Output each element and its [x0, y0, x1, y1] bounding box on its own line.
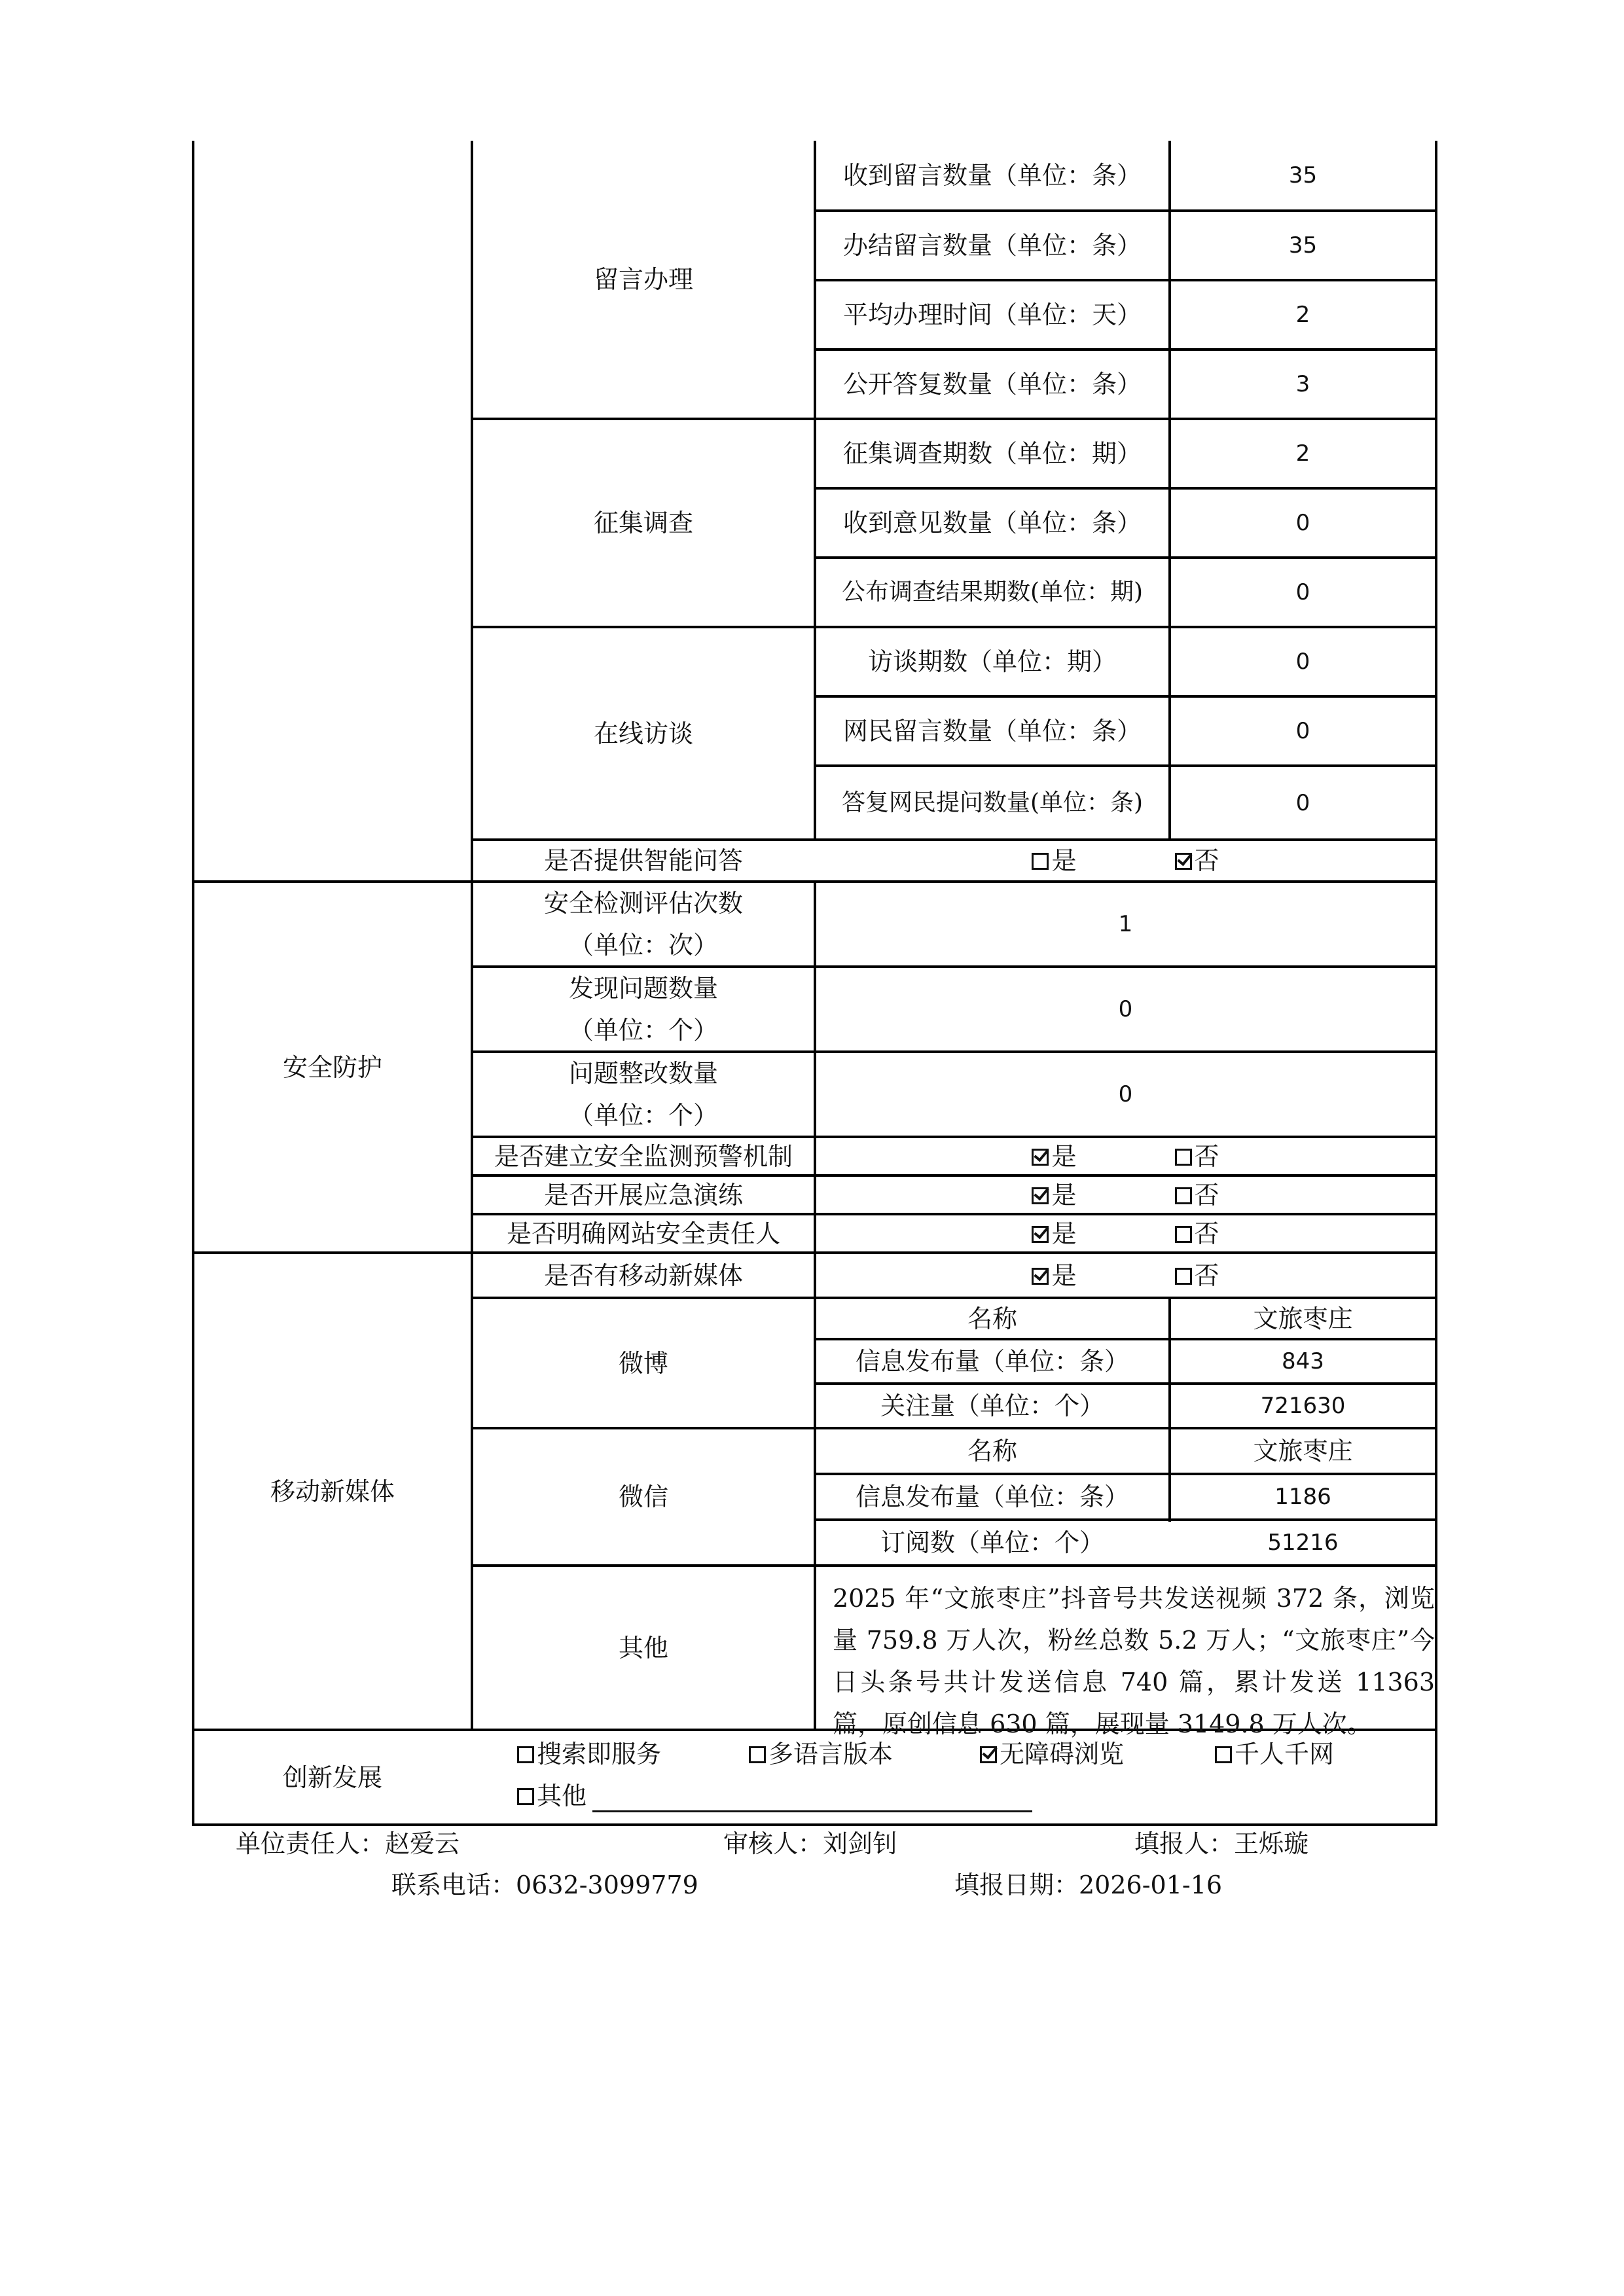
innovation-option-search-label: 搜索即服务 [537, 1740, 662, 1768]
message-received-value: 35 [1288, 162, 1318, 188]
weibo-label: 微博 [618, 1348, 668, 1378]
security-found-label [473, 968, 814, 1050]
security-fixed-line1: 问题整改数量 [568, 1059, 718, 1088]
table-border-bottom [192, 1823, 1437, 1826]
security-fixed-line2: （单位：个） [568, 1101, 718, 1130]
innovation-option-personalized[interactable] [1215, 1733, 1359, 1775]
wechat-posts-label: 信息发布量（单位：条） [855, 1482, 1129, 1511]
security-assess-line2: （单位：次） [568, 931, 718, 960]
innovation-option-multilang[interactable] [749, 1733, 919, 1775]
innovation-option-personalized-label: 千人千网 [1235, 1740, 1335, 1768]
security-found-line2: （单位：个） [568, 1016, 718, 1045]
message-public-reply-value: 3 [1295, 371, 1310, 397]
has-media-options [816, 1254, 1435, 1297]
other-media-label: 其他 [618, 1633, 668, 1662]
unchecked-checkbox-icon [1215, 1746, 1232, 1763]
wechat-subscribers-label: 订阅数（单位：个） [880, 1528, 1104, 1557]
responsible-yes-option[interactable] [1032, 1213, 1076, 1255]
checked-checkbox-icon [1175, 853, 1192, 870]
drill-yes-option[interactable] [1032, 1174, 1076, 1216]
weibo-posts-label: 信息发布量（单位：条） [855, 1347, 1129, 1376]
has-media-no-option[interactable] [1175, 1255, 1219, 1297]
unchecked-checkbox-icon [517, 1788, 534, 1805]
innovation-option-search[interactable] [517, 1733, 687, 1775]
checked-checkbox-icon [1032, 1187, 1049, 1204]
unchecked-checkbox-icon [1175, 1149, 1192, 1166]
message-avg-time-value: 2 [1295, 302, 1310, 328]
security-fixed-value: 0 [1118, 1081, 1133, 1107]
other-media-description: 2025 年“文旅枣庄”抖音号共发送视频 372 条，浏览量 759.8 万人次，粉丝总数 5.2 万人；“文旅枣庄”今日头条号共计发送信息 740 篇，累计发送 11363 篇，原创信息 630 篇，展现量 3149.8 万人次。 [833, 1584, 1435, 1738]
has-media-yes-option[interactable] [1032, 1255, 1076, 1297]
wechat-subscribers-value: 51216 [1267, 1530, 1339, 1556]
smart-qa-options [816, 841, 1435, 880]
checked-checkbox-icon [1032, 1268, 1049, 1285]
survey-section-label: 征集调查 [593, 509, 693, 537]
innovation-option-other[interactable] [517, 1775, 602, 1817]
has-media-yes-label: 是 [1051, 1261, 1077, 1290]
has-media-label: 是否有移动新媒体 [543, 1261, 743, 1290]
innovation-other-input[interactable] [592, 1810, 1032, 1812]
footer-owner: 单位责任人：赵爱云 [236, 1829, 460, 1858]
drill-no-label: 否 [1194, 1180, 1219, 1210]
smart-qa-yes-option[interactable] [1032, 840, 1076, 882]
table-border-right [1435, 141, 1437, 1826]
drill-no-option[interactable] [1175, 1174, 1219, 1216]
monitoring-yes-option[interactable] [1032, 1136, 1076, 1177]
security-section-label: 安全防护 [282, 1052, 382, 1082]
interview-periods-label: 访谈期数（单位：期） [867, 647, 1117, 676]
footer-reviewer: 审核人：刘剑钊 [723, 1829, 898, 1858]
smart-qa-yes-label: 是 [1051, 846, 1077, 875]
innovation-option-multilang-label: 多语言版本 [768, 1740, 893, 1768]
wechat-label: 微信 [618, 1482, 668, 1511]
responsible-label: 是否明确网站安全责任人 [506, 1219, 780, 1248]
unchecked-checkbox-icon [517, 1746, 534, 1763]
innovation-option-other-label: 其他 [537, 1782, 587, 1810]
monitoring-options [816, 1138, 1435, 1174]
security-assess-line1: 安全检测评估次数 [543, 889, 743, 918]
message-avg-time-label: 平均办理时间（单位：天） [842, 300, 1142, 329]
monitoring-label: 是否建立安全监测预警机制 [494, 1141, 793, 1171]
survey-opinions-value: 0 [1295, 510, 1310, 536]
checked-checkbox-icon [980, 1746, 997, 1763]
footer-phone: 联系电话：0632-3099779 [391, 1871, 698, 1899]
interview-periods-value: 0 [1295, 649, 1310, 675]
unchecked-checkbox-icon [1175, 1268, 1192, 1285]
security-fixed-label [473, 1053, 814, 1136]
unchecked-checkbox-icon [1175, 1187, 1192, 1204]
responsible-no-label: 否 [1194, 1219, 1219, 1248]
innovation-option-accessible[interactable] [980, 1733, 1150, 1775]
weibo-name-value: 文旅枣庄 [1253, 1304, 1353, 1333]
smart-qa-no-label: 否 [1194, 846, 1219, 875]
smart-qa-label: 是否提供智能问答 [543, 846, 743, 875]
innovation-option-accessible-label: 无障碍浏览 [1000, 1740, 1125, 1768]
wechat-name-value: 文旅枣庄 [1253, 1437, 1353, 1465]
media-section-label: 移动新媒体 [270, 1477, 395, 1506]
security-assess-label [473, 883, 814, 965]
security-assess-value: 1 [1118, 911, 1133, 937]
survey-results-label: 公布调查结果期数(单位：期) [841, 579, 1144, 605]
monitoring-no-label: 否 [1194, 1141, 1219, 1171]
unchecked-checkbox-icon [749, 1746, 766, 1763]
wechat-name-label: 名称 [967, 1437, 1017, 1465]
interview-replies-label: 答复网民提问数量(单位：条) [841, 789, 1144, 816]
interview-section-label: 在线访谈 [593, 719, 693, 748]
message-closed-label: 办结留言数量（单位：条） [842, 231, 1142, 260]
checked-checkbox-icon [1032, 1226, 1049, 1243]
interview-messages-value: 0 [1295, 718, 1310, 744]
innovation-section-label: 创新发展 [282, 1763, 382, 1792]
weibo-followers-value: 721630 [1260, 1393, 1346, 1419]
weibo-followers-label: 关注量（单位：个） [880, 1391, 1104, 1420]
drill-label: 是否开展应急演练 [543, 1180, 743, 1210]
interview-replies-value: 0 [1295, 789, 1310, 816]
message-closed-value: 35 [1288, 232, 1318, 259]
wechat-posts-value: 1186 [1274, 1484, 1331, 1510]
smart-qa-no-option[interactable] [1175, 840, 1219, 882]
survey-periods-label: 征集调查期数（单位：期） [842, 439, 1142, 468]
footer-filler: 填报人：王烁璇 [1134, 1829, 1309, 1858]
drill-yes-label: 是 [1051, 1180, 1077, 1210]
monitoring-no-option[interactable] [1175, 1136, 1219, 1177]
responsible-no-option[interactable] [1175, 1213, 1219, 1255]
footer-date: 填报日期：2026-01-16 [954, 1871, 1223, 1899]
survey-periods-value: 2 [1295, 440, 1310, 467]
responsible-yes-label: 是 [1051, 1219, 1077, 1248]
has-media-no-label: 否 [1194, 1261, 1219, 1290]
weibo-posts-value: 843 [1282, 1348, 1324, 1374]
drill-options [816, 1177, 1435, 1213]
survey-opinions-label: 收到意见数量（单位：条） [842, 509, 1142, 537]
message-section-label: 留言办理 [593, 264, 693, 294]
checked-checkbox-icon [1032, 1149, 1049, 1166]
weibo-name-label: 名称 [967, 1304, 1017, 1333]
interview-messages-label: 网民留言数量（单位：条） [842, 717, 1142, 745]
security-found-value: 0 [1118, 996, 1133, 1022]
security-found-line1: 发现问题数量 [568, 974, 718, 1003]
survey-results-value: 0 [1295, 579, 1310, 605]
monitoring-yes-label: 是 [1051, 1141, 1077, 1171]
unchecked-checkbox-icon [1032, 853, 1049, 870]
message-public-reply-label: 公开答复数量（单位：条） [842, 370, 1142, 399]
unchecked-checkbox-icon [1175, 1226, 1192, 1243]
message-received-label: 收到留言数量（单位：条） [842, 160, 1142, 190]
responsible-options [816, 1215, 1435, 1251]
